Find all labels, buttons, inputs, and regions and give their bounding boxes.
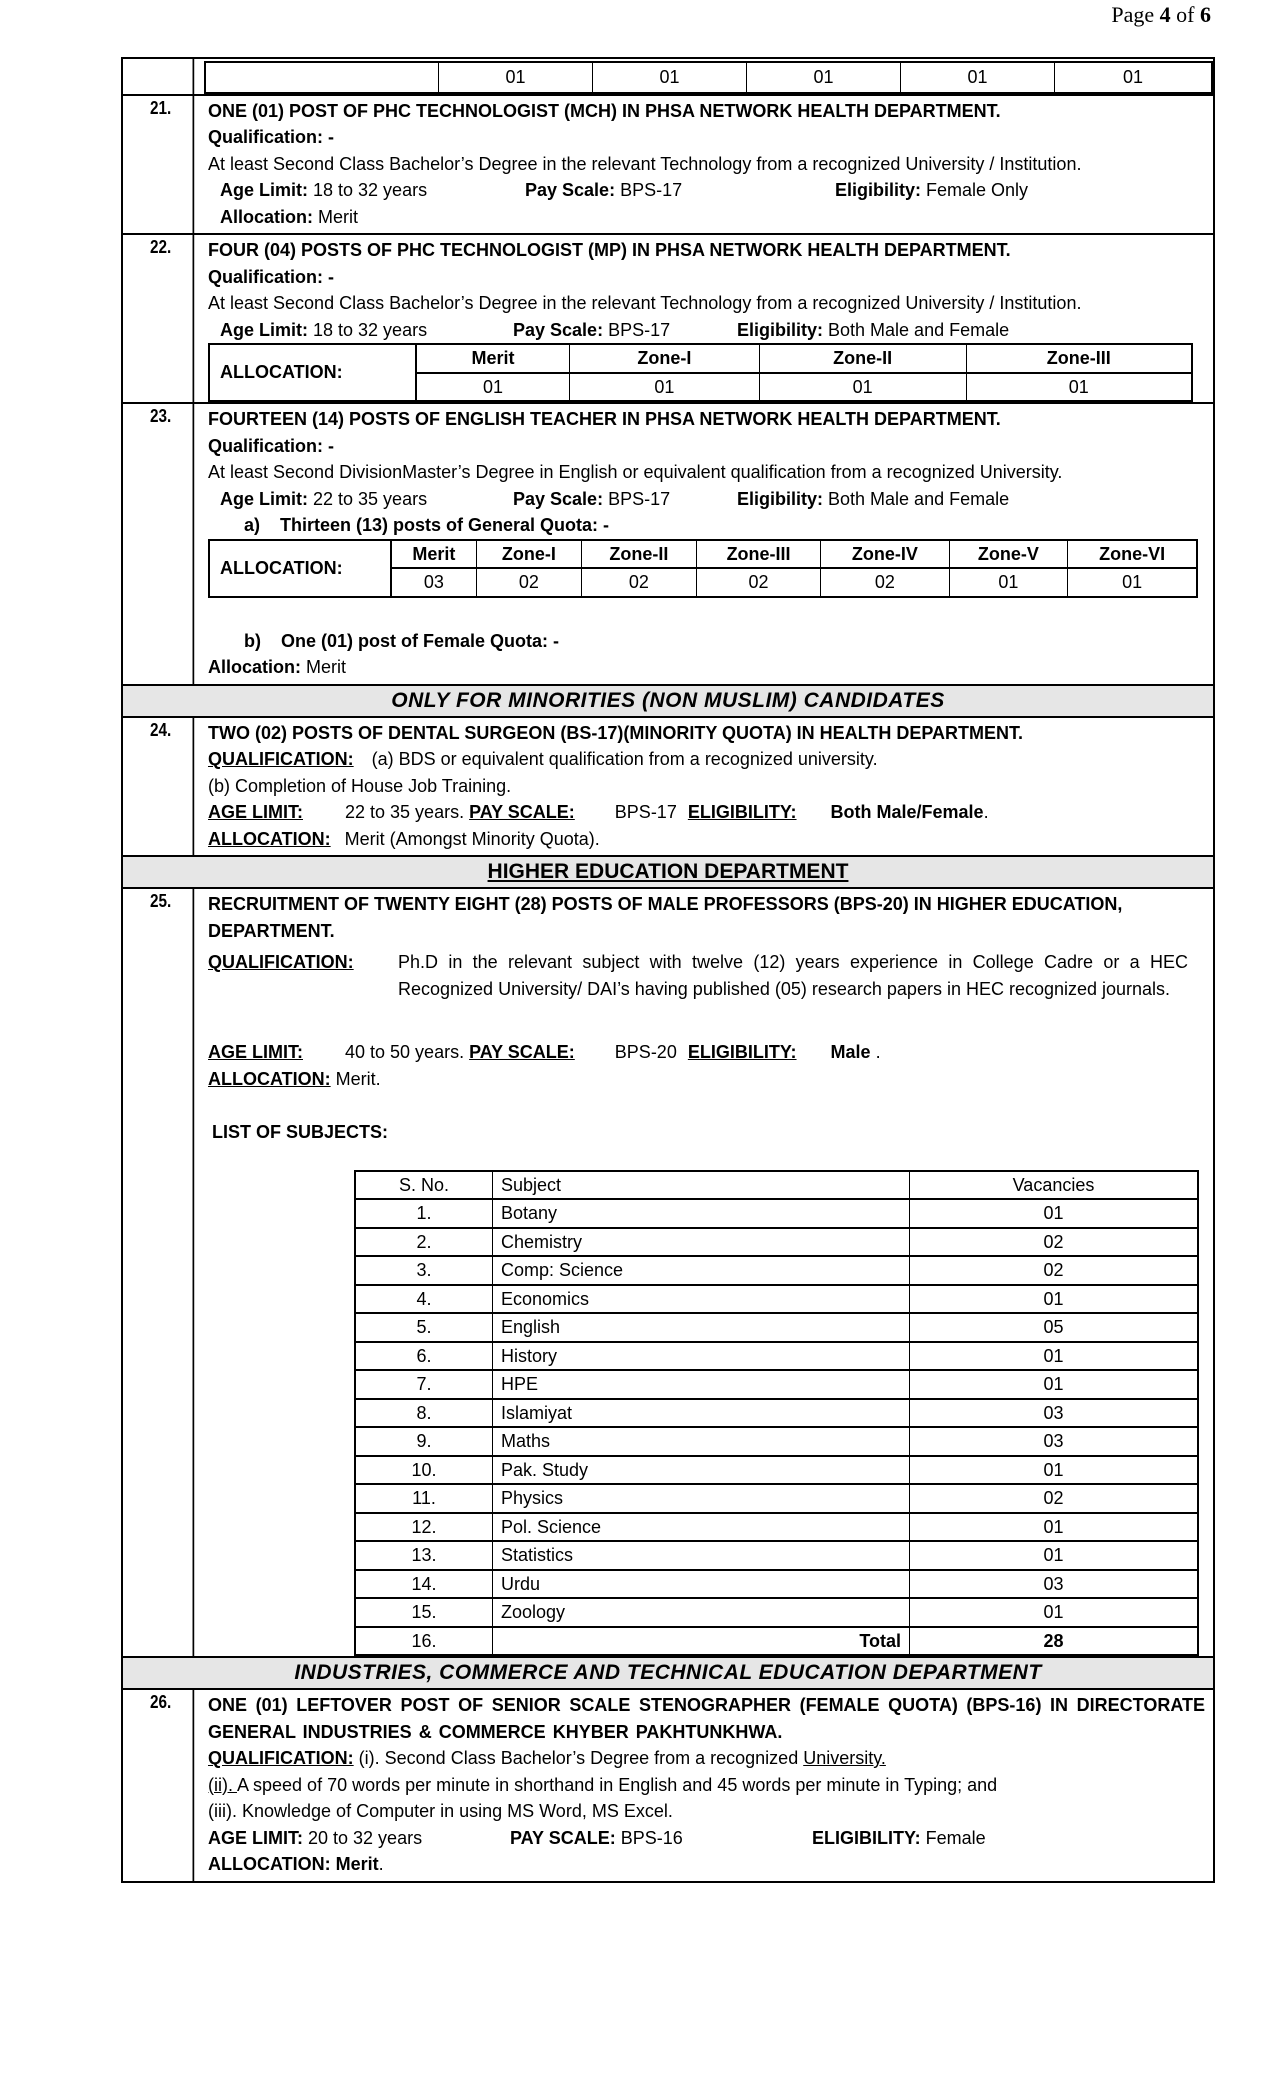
subject-sno: 14.	[355, 1570, 493, 1599]
qualification-i: (i). Second Class Bachelor’s Degree from a recognized	[353, 1748, 804, 1768]
section-industries: INDUSTRIES, COMMERCE AND TECHNICAL EDUCATION DEPARTMENT	[123, 1658, 1213, 1690]
pay-value: BPS-17	[603, 488, 671, 509]
eligibility-label: Eligibility:	[737, 488, 824, 509]
item-title: RECRUITMENT OF TWENTY EIGHT (28) POSTS OF MALE PROFESSORS (BPS-20) IN HIGHER EDUCATION,	[208, 894, 1123, 914]
qualification-a: (a) BDS or equivalent qualification from a recognized university.	[371, 749, 878, 769]
section-higher-education	[123, 857, 1213, 889]
pay-value: BPS-16	[615, 1827, 683, 1848]
age-value: 20 to 32 years	[303, 1827, 423, 1848]
allocation-value: 01	[570, 373, 760, 402]
subject-sno: 11.	[355, 1484, 493, 1513]
item-title: FOURTEEN (14) POSTS OF ENGLISH TEACHER IN PHSA NETWORK HEALTH DEPARTMENT.	[208, 409, 1001, 429]
subject-vacancies: 01	[910, 1513, 1199, 1542]
vacancy-table	[121, 57, 1215, 1883]
subject-name: Pak. Study	[493, 1456, 910, 1485]
subjects-label: LIST OF SUBJECTS:	[212, 1122, 389, 1142]
qualification-label: Qualification: -	[208, 266, 334, 287]
allocation-label: ALLOCATION:	[208, 1854, 331, 1874]
eligibility-value: Female	[920, 1827, 986, 1848]
qualification-text: At least Second Class Bachelor’s Degree in the relevant Technology from a recognized University / Institution.	[208, 153, 1082, 174]
subject-vacancies: 05	[910, 1313, 1199, 1342]
subjects-total-row	[355, 1627, 1198, 1656]
subject-name: Islamiyat	[493, 1399, 910, 1428]
allocation-table-label: ALLOCATION:	[209, 540, 391, 597]
subject-sno: 3.	[355, 1256, 493, 1285]
allocation-value: 02	[821, 568, 949, 597]
subject-row	[355, 1370, 1198, 1399]
carryover-cell: 01	[1055, 62, 1212, 93]
eligibility-label: Eligibility:	[835, 180, 922, 200]
carryover-grid	[204, 61, 1213, 94]
eligibility-label: ELIGIBILITY:	[687, 1042, 797, 1062]
item-title: FOUR (04) POSTS OF PHC TECHNOLOGIST (MP) IN PHSA NETWORK HEALTH DEPARTMENT.	[208, 240, 1011, 260]
subject-name: Maths	[493, 1427, 910, 1456]
subject-vacancies: 02	[910, 1484, 1199, 1513]
qualification-label: Qualification: -	[208, 127, 334, 147]
item-number: 24.	[129, 718, 194, 856]
pay-value: BPS-17	[603, 319, 671, 340]
total-label: Total	[493, 1627, 910, 1656]
item-number: 26.	[129, 1690, 194, 1881]
carryover-cell: 01	[439, 62, 593, 93]
subject-row	[355, 1570, 1198, 1599]
allocation-header: Zone-I	[476, 540, 581, 569]
total-sno: 16.	[355, 1627, 493, 1656]
allocation-label: ALLOCATION:	[208, 828, 331, 849]
subject-vacancies: 01	[910, 1342, 1199, 1371]
item-title-cont: DEPARTMENT.	[208, 920, 335, 941]
carryover-cell: 01	[747, 62, 901, 93]
page-total: 6	[1200, 2, 1211, 27]
item-22	[123, 235, 1213, 404]
allocation-header: Zone-V	[949, 540, 1068, 569]
subject-vacancies: 01	[910, 1199, 1199, 1228]
age-label: AGE LIMIT:	[208, 1042, 303, 1062]
allocation-value: 01	[1068, 568, 1197, 597]
age-value: 22 to 35 years	[308, 488, 428, 509]
allocation-header: Zone-III	[966, 344, 1192, 373]
qualification-label: QUALIFICATION:	[208, 749, 354, 769]
allocation-value: Merit	[301, 657, 346, 677]
qualification-text: At least Second Class Bachelor’s Degree in the relevant Technology from a recognized University / Institution.	[208, 293, 1082, 313]
allocation-value: Merit	[313, 206, 358, 227]
header-subject: Subject	[493, 1171, 910, 1200]
qualification-text: At least Second DivisionMaster’s Degree in English or equivalent qualification from a recognized University.	[208, 462, 1063, 482]
pay-value: BPS-17	[615, 180, 683, 200]
pay-label: Pay Scale:	[525, 180, 616, 200]
subject-vacancies: 01	[910, 1456, 1199, 1485]
subject-name: Comp: Science	[493, 1256, 910, 1285]
total-value: 28	[910, 1627, 1199, 1656]
subject-name: Physics	[493, 1484, 910, 1513]
item-number: 21.	[129, 96, 194, 234]
subject-vacancies: 03	[910, 1570, 1199, 1599]
pay-label: PAY SCALE:	[469, 802, 575, 822]
allocation-header: Zone-IV	[821, 540, 949, 569]
allocation-value: 01	[966, 373, 1192, 402]
allocation-value: 01	[949, 568, 1068, 597]
subject-row	[355, 1199, 1198, 1228]
subject-row	[355, 1427, 1198, 1456]
age-value: 18 to 32 years	[308, 319, 428, 340]
subject-vacancies: 02	[910, 1228, 1199, 1257]
allocation-header: Zone-II	[582, 540, 697, 569]
allocation-value: Merit (Amongst Minority Quota).	[344, 828, 600, 849]
allocation-value: 02	[476, 568, 581, 597]
allocation-label: Allocation:	[208, 657, 301, 677]
subject-row	[355, 1228, 1198, 1257]
qualification-i-underlined: University.	[803, 1748, 886, 1768]
subject-sno: 15.	[355, 1598, 493, 1627]
general-quota-heading: a) Thirteen (13) posts of General Quota: -	[244, 515, 610, 535]
age-label: Age Limit:	[220, 319, 308, 340]
item-number: 22.	[129, 235, 194, 402]
page-prefix: Page	[1111, 2, 1160, 27]
item-24: 24. TWO (02) POSTS OF DENTAL SURGEON (BS-17)(MINORITY QUOTA) IN HEALTH DEPARTMENT. QUALIFICATION: (a) BDS or equivalent qualification from a recognized university. (b) Completion of House Job Training. AGE LIMIT: 22 to 35 years. PAY SCALE: BPS-17 ELIGIBILITY: Both Male/Female. ALLOCATION: Merit (Amongst Minority Quota).	[123, 718, 1213, 858]
subject-vacancies: 01	[910, 1541, 1199, 1570]
subject-sno: 8.	[355, 1399, 493, 1428]
subject-sno: 6.	[355, 1342, 493, 1371]
age-label: AGE LIMIT:	[208, 1827, 303, 1848]
subject-name: HPE	[493, 1370, 910, 1399]
qualification-label: QUALIFICATION:	[208, 1748, 354, 1768]
allocation-table	[208, 343, 1193, 402]
subject-row	[355, 1513, 1198, 1542]
subject-vacancies: 03	[910, 1427, 1199, 1456]
section-title: HIGHER EDUCATION DEPARTMENT	[487, 860, 849, 883]
subject-name: History	[493, 1342, 910, 1371]
item-title: ONE (01) LEFTOVER POST OF SENIOR SCALE STENOGRAPHER (FEMALE QUOTA) (BPS-16) IN DIRECTORATE GENERAL INDUSTRIES & COMMERCE KHYBER PAKHTUNKHWA.	[208, 1695, 1205, 1742]
eligibility-value: Male	[830, 1042, 871, 1062]
subject-sno: 9.	[355, 1427, 493, 1456]
item-number: 23.	[129, 404, 194, 684]
subject-vacancies: 02	[910, 1256, 1199, 1285]
pay-label: PAY SCALE:	[510, 1827, 616, 1848]
row-number	[129, 59, 194, 94]
eligibility-label: ELIGIBILITY:	[687, 802, 797, 822]
subject-name: Economics	[493, 1285, 910, 1314]
eligibility-label: Eligibility:	[737, 319, 824, 340]
subject-sno: 13.	[355, 1541, 493, 1570]
page-number	[1111, 2, 1211, 28]
qualification-label: Qualification: -	[208, 435, 334, 456]
age-label: Age Limit:	[220, 180, 308, 200]
allocation-header: Zone-VI	[1068, 540, 1197, 569]
page-current: 4	[1159, 2, 1171, 27]
allocation-header: Zone-III	[696, 540, 820, 569]
subject-name: Chemistry	[493, 1228, 910, 1257]
header-vacancies: Vacancies	[910, 1171, 1199, 1200]
qualification-label: QUALIFICATION:	[208, 952, 354, 972]
page-sep: of	[1170, 2, 1200, 27]
allocation-table	[208, 539, 1198, 598]
allocation-label: Allocation:	[220, 206, 313, 227]
allocation-header: Merit	[416, 344, 570, 373]
carryover-cell: 01	[901, 62, 1055, 93]
pay-value: BPS-20	[614, 1042, 677, 1062]
age-value: 18 to 32 years	[308, 180, 428, 200]
subject-name: English	[493, 1313, 910, 1342]
subject-name: Pol. Science	[493, 1513, 910, 1542]
subject-name: Urdu	[493, 1570, 910, 1599]
age-label: Age Limit:	[220, 488, 308, 509]
allocation-value: 02	[696, 568, 820, 597]
carryover-blank	[205, 62, 439, 93]
item-21	[123, 96, 1213, 236]
female-quota-heading: b) One (01) post of Female Quota: -	[244, 630, 560, 651]
subject-row	[355, 1399, 1198, 1428]
subject-sno: 2.	[355, 1228, 493, 1257]
allocation-value: 02	[582, 568, 697, 597]
subjects-table	[354, 1170, 1199, 1657]
subject-sno: 7.	[355, 1370, 493, 1399]
subject-vacancies: 01	[910, 1285, 1199, 1314]
subject-name: Statistics	[493, 1541, 910, 1570]
subject-row	[355, 1285, 1198, 1314]
subjects-header-row	[355, 1171, 1198, 1200]
subject-name: Zoology	[493, 1598, 910, 1627]
carryover-row	[123, 59, 1213, 96]
eligibility-value: Both Male and Female	[823, 319, 1010, 340]
item-23	[123, 404, 1213, 686]
eligibility-value: Both Male/Female	[830, 802, 984, 822]
subject-sno: 5.	[355, 1313, 493, 1342]
subject-sno: 12.	[355, 1513, 493, 1542]
pay-value: BPS-17	[614, 802, 677, 822]
pay-label: Pay Scale:	[513, 319, 604, 340]
age-value: 40 to 50 years.	[345, 1042, 465, 1062]
allocation-value: Merit	[330, 1854, 379, 1874]
eligibility-value: Both Male and Female	[823, 488, 1010, 509]
subject-row	[355, 1484, 1198, 1513]
item-title: TWO (02) POSTS OF DENTAL SURGEON (BS-17)(MINORITY QUOTA) IN HEALTH DEPARTMENT.	[208, 722, 1024, 743]
age-value: 22 to 35 years.	[345, 802, 465, 822]
subject-sno: 1.	[355, 1199, 493, 1228]
allocation-value: Merit.	[330, 1068, 381, 1089]
qualification-ii: A speed of 70 words per minute in shorthand in English and 45 words per minute in Typing; and	[237, 1774, 998, 1795]
subject-row	[355, 1256, 1198, 1285]
subject-row	[355, 1456, 1198, 1485]
carryover-cell: 01	[593, 62, 747, 93]
age-label: AGE LIMIT:	[208, 802, 303, 822]
allocation-value: 01	[416, 373, 570, 402]
item-number: 25.	[129, 889, 194, 1656]
subject-sno: 4.	[355, 1285, 493, 1314]
subject-sno: 10.	[355, 1456, 493, 1485]
qualification-b: (b) Completion of House Job Training.	[208, 775, 512, 796]
allocation-header: Zone-I	[570, 344, 760, 373]
allocation-value: 01	[759, 373, 966, 402]
item-25: 25. RECRUITMENT OF TWENTY EIGHT (28) POSTS OF MALE PROFESSORS (BPS-20) IN HIGHER EDUCATION, DEPARTMENT. QUALIFICATION: Ph.D in the relevant subject with twelve (12) years experience in College Cadre or a HEC Recognized University/ DAI’s having published (05) research papers in HEC recognized journals. AGE LIMIT: 40 to 50 years. PAY SCALE: BPS-20 ELIGIBILITY: Male . ALLOCATION: Merit. LIST OF SUBJECTS: S. No. Subject Vacancies 1. Botany 01 2. Chemistry 02 3. Comp: Science 02 4. Economics 01 5. English 05 6. History 01 7. HPE 01 8. Islamiyat 03 9. Maths 03 10. Pak. Study 01 11. Physics 02 12. Pol. Science 01 13. Statistics 01 14. Urdu 03 15. Zoology 01 16. Total 28	[123, 889, 1213, 1658]
eligibility-label: ELIGIBILITY:	[812, 1827, 921, 1848]
item-title: ONE (01) POST OF PHC TECHNOLOGIST (MCH) IN PHSA NETWORK HEALTH DEPARTMENT.	[208, 100, 1001, 121]
subject-vacancies: 01	[910, 1370, 1199, 1399]
subject-row	[355, 1541, 1198, 1570]
allocation-header: Merit	[391, 540, 476, 569]
qualification-iii: (iii). Knowledge of Computer in using MS Word, MS Excel.	[208, 1801, 673, 1821]
allocation-header: Zone-II	[759, 344, 966, 373]
pay-label: PAY SCALE:	[469, 1042, 575, 1062]
subject-name: Botany	[493, 1199, 910, 1228]
pay-label: Pay Scale:	[513, 488, 604, 509]
allocation-label: ALLOCATION:	[208, 1068, 331, 1089]
subject-row	[355, 1342, 1198, 1371]
subject-vacancies: 03	[910, 1399, 1199, 1428]
qualification-text: Ph.D in the relevant subject with twelve (12) years experience in College Cadre or a HEC Recognized University/ DAI’s having published (05) research papers in HEC recognized journals.	[398, 952, 1188, 999]
allocation-value: 03	[391, 568, 476, 597]
eligibility-value: Female Only	[921, 180, 1029, 200]
section-minorities: ONLY FOR MINORITIES (NON MUSLIM) CANDIDATES	[123, 686, 1213, 718]
subject-row	[355, 1598, 1198, 1627]
subject-row	[355, 1313, 1198, 1342]
item-26: 26. ONE (01) LEFTOVER POST OF SENIOR SCALE STENOGRAPHER (FEMALE QUOTA) (BPS-16) IN DIRECTORATE GENERAL INDUSTRIES & COMMERCE KHYBER PAKHTUNKHWA. QUALIFICATION: (i). Second Class Bachelor’s Degree from a recognized University. (ii). A speed of 70 words per minute in shorthand in English and 45 words per minute in Typing; and (iii). Knowledge of Computer in using MS Word, MS Excel. AGE LIMIT: 20 to 32 years PAY SCALE: BPS-16 ELIGIBILITY: Female ALLOCATION: Merit.	[123, 1690, 1213, 1881]
allocation-table-label: ALLOCATION:	[209, 344, 416, 401]
header-sno: S. No.	[355, 1171, 493, 1200]
qualification-ii-label: (ii).	[208, 1774, 237, 1795]
subject-vacancies: 01	[910, 1598, 1199, 1627]
